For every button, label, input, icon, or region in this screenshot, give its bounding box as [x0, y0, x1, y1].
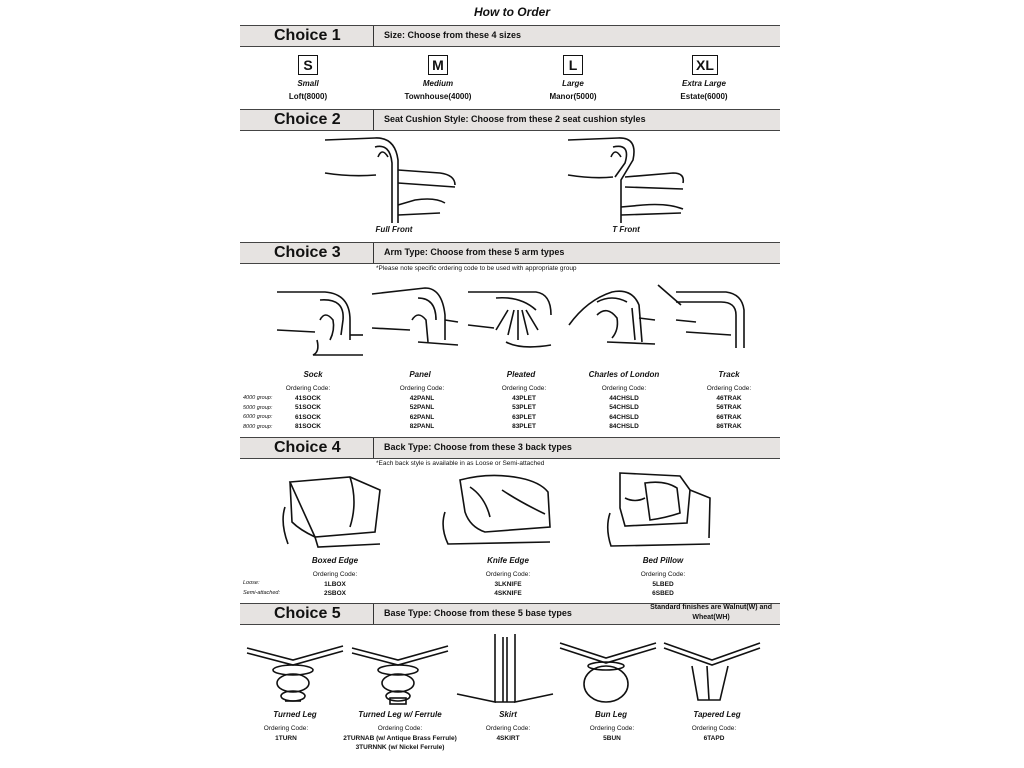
back-bed-pillow-codes: Ordering Code: 5LBED 6SBED: [640, 571, 686, 597]
full-front-label: Full Front: [375, 225, 413, 234]
choice1-label: Choice 1: [274, 27, 341, 44]
size-m-sub: Townhouse(4000): [404, 92, 472, 101]
choice5-label: Choice 5: [274, 605, 341, 622]
size-l-name: Large: [562, 79, 584, 88]
size-l-sub: Manor(5000): [549, 92, 597, 101]
choice3-label: Choice 3: [274, 244, 341, 261]
choice2-desc: Seat Cushion Style: Choose from these 2 seat cushion styles: [384, 114, 646, 124]
base-skirt-drawing: [455, 632, 555, 708]
choice3-header: [240, 242, 780, 264]
choice4-header: [240, 437, 780, 459]
base-bun-leg-drawing: [558, 638, 658, 708]
arm-pleated-name: Pleated: [506, 370, 536, 379]
page-title: How to Order: [473, 5, 550, 19]
arm-sock-codes: Ordering Code: 41SOCK 51SOCK 61SOCK 81SOCK: [285, 385, 331, 430]
size-m-box: M: [428, 55, 448, 75]
choice4-desc: Back Type: Choose from these 3 back types: [384, 442, 572, 452]
choice2-label: Choice 2: [274, 111, 341, 128]
back-boxed-edge-drawing: [280, 472, 390, 552]
t-front-cushion-drawing: [563, 135, 703, 225]
back-knife-edge-codes: Ordering Code: 3LKNIFE 4SKNIFE: [485, 571, 531, 597]
size-s-box: S: [298, 55, 318, 75]
choice1-desc: Size: Choose from these 4 sizes: [384, 30, 522, 40]
base-turned-leg-drawing: [245, 638, 345, 708]
arm-track-drawing: [656, 280, 748, 360]
choice4-note: *Each back style is available in as Loose or Semi-attached: [376, 460, 545, 467]
back-bed-pillow-name: Bed Pillow: [642, 556, 684, 565]
arm-charles-codes: Ordering Code: 44CHSLD 54CHSLD 64CHSLD 84CHSLD: [601, 385, 647, 430]
base-skirt-name: Skirt: [499, 710, 517, 719]
t-front-label: T Front: [612, 225, 640, 234]
back-boxed-edge-codes: Ordering Code: 1LBOX 2SBOX: [312, 571, 358, 597]
choice5-desc: Base Type: Choose from these 5 base types: [384, 608, 572, 618]
full-front-cushion-drawing: [320, 135, 460, 225]
base-turned-leg-name: Turned Leg: [273, 710, 317, 719]
choice4-label: Choice 4: [274, 439, 341, 456]
back-knife-edge-drawing: [440, 472, 560, 552]
back-boxed-edge-name: Boxed Edge: [311, 556, 359, 565]
base-turned-leg-ferrule-drawing: [350, 638, 450, 708]
base-bun-leg-name: Bun Leg: [595, 710, 627, 719]
back-bed-pillow-drawing: [605, 468, 715, 552]
arm-panel-name: Panel: [409, 370, 431, 379]
size-s-sub: Loft(8000): [288, 92, 328, 101]
arm-track-name: Track: [718, 370, 740, 379]
arm-charles-drawing: [567, 280, 659, 360]
arm-charles-name: Charles of London: [588, 370, 660, 379]
base-skirt-codes: Ordering Code: 4SKIRT: [485, 725, 531, 742]
base-turned-leg-ferrule-name: Turned Leg w/ Ferrule: [358, 710, 442, 719]
base-tapered-leg-codes: Ordering Code: 6TAPD: [691, 725, 737, 742]
back-knife-edge-name: Knife Edge: [487, 556, 529, 565]
arm-panel-codes: Ordering Code: 42PANL 52PANL 62PANL 82PANL: [399, 385, 445, 430]
choice1-header: [240, 25, 780, 47]
base-turned-leg-codes: Ordering Code: 1TURN: [263, 725, 309, 742]
arm-pleated-drawing: [466, 280, 558, 360]
group-labels: 4000 group: 5000 group: 6000 group: 8000 group:: [243, 395, 273, 430]
arm-sock-name: Sock: [303, 370, 323, 379]
base-turned-leg-ferrule-codes: Ordering Code: 2TURNAB (w/ Antique Brass Ferrule) 3TURNNK (w/ Nickel Ferrule): [343, 725, 457, 751]
choice3-desc: Arm Type: Choose from these 5 arm types: [384, 247, 565, 257]
arm-sock-drawing: [275, 280, 367, 360]
base-bun-leg-codes: Ordering Code: 5BUN: [589, 725, 635, 742]
choice5-note: Standard finishes are Walnut(W) and Wheat(WH): [650, 604, 772, 621]
size-m-name: Medium: [422, 79, 454, 88]
size-xl-box: XL: [692, 55, 718, 75]
choice5-header: [240, 603, 780, 625]
arm-track-codes: Ordering Code: 46TRAK 56TRAK 66TRAK 86TRAK: [706, 385, 752, 430]
base-tapered-leg-name: Tapered Leg: [693, 710, 741, 719]
choice3-note: *Please note specific ordering code to be used with appropriate group: [376, 265, 577, 272]
arm-panel-drawing: [370, 280, 462, 360]
size-l-box: L: [563, 55, 583, 75]
back-row-labels: Loose: Semi-attached:: [243, 580, 280, 596]
size-xl-sub: Estate(6000): [680, 92, 728, 101]
base-tapered-leg-drawing: [662, 638, 762, 708]
arm-pleated-codes: Ordering Code: 43PLET 53PLET 63PLET 83PLET: [501, 385, 547, 430]
size-s-name: Small: [297, 79, 319, 88]
choice2-header: [240, 109, 780, 131]
size-xl-name: Extra Large: [681, 79, 727, 88]
